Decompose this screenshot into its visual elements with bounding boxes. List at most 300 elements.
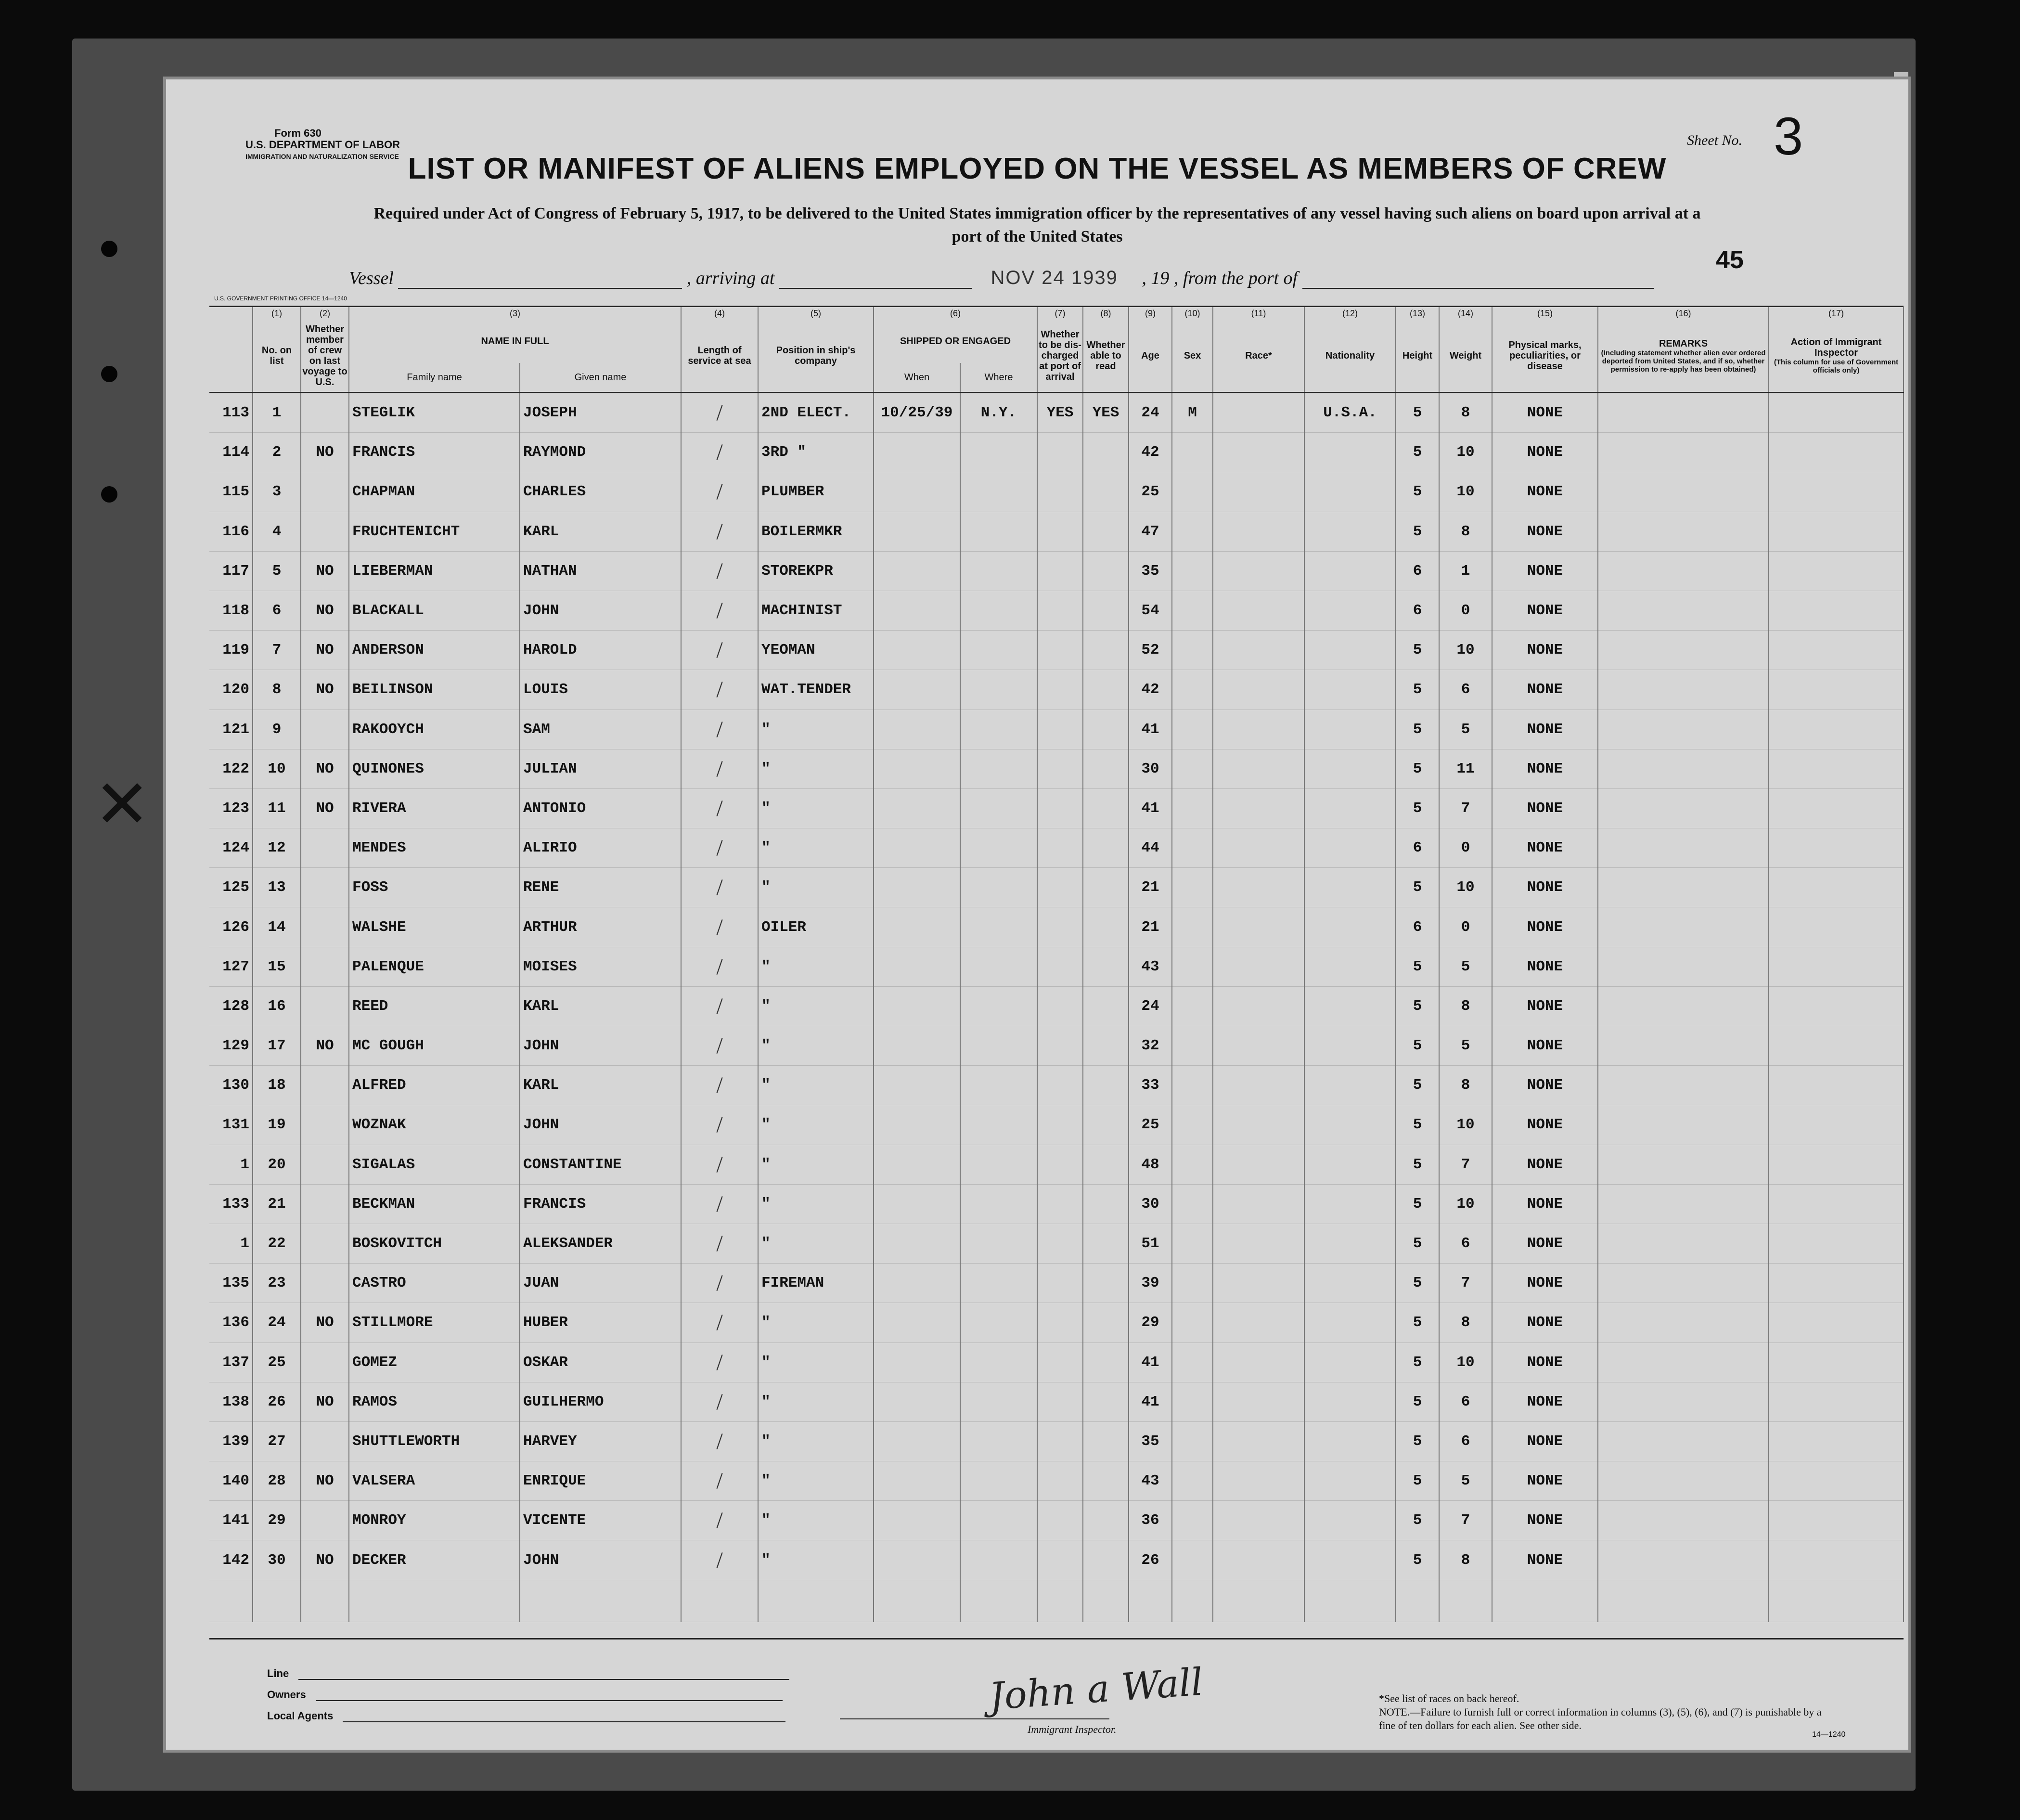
given-name-cell: ARTHUR (520, 907, 681, 947)
remarks-cell (1598, 1105, 1769, 1145)
length-of-service-cell: / (681, 670, 758, 710)
length-of-service-cell: / (681, 1303, 758, 1342)
inspector-action-cell (1769, 433, 1904, 472)
length-of-service-cell: / (681, 512, 758, 551)
physical-marks-cell: NONE (1492, 710, 1598, 749)
able-to-read-cell (1083, 1066, 1129, 1105)
discharged-cell (1037, 1540, 1083, 1580)
remarks-cell (1598, 788, 1769, 828)
given-name-cell: FRANCIS (520, 1184, 681, 1224)
position-cell: " (758, 1303, 874, 1342)
line-number-cell: 131 (209, 1105, 253, 1145)
sex-cell (1172, 907, 1213, 947)
agents-label: Local Agents (267, 1710, 334, 1722)
shipped-when-cell (874, 1342, 960, 1382)
race-cell (1213, 1105, 1304, 1145)
table-row (209, 1026, 1904, 1066)
weight-cell: 6 (1439, 1224, 1492, 1263)
line-number-cell: 116 (209, 512, 253, 551)
line-number-cell: 133 (209, 1184, 253, 1224)
table-row (209, 1105, 1904, 1145)
height-cell: 5 (1396, 1382, 1439, 1421)
race-cell (1213, 868, 1304, 907)
position-cell: " (758, 1066, 874, 1105)
nationality-cell (1304, 1145, 1396, 1184)
position-cell: " (758, 828, 874, 868)
race-cell (1213, 1540, 1304, 1580)
discharged-header: Whether to be dis-charged at port of arrival (1037, 320, 1083, 393)
physical-marks-cell: NONE (1492, 1342, 1598, 1382)
discharged-cell (1037, 670, 1083, 710)
age-cell: 39 (1129, 1264, 1172, 1303)
able-to-read-cell (1083, 907, 1129, 947)
discharged-cell (1037, 1382, 1083, 1421)
prior-voyage-cell (301, 1421, 349, 1461)
sex-cell (1172, 512, 1213, 551)
weight-cell: 0 (1439, 907, 1492, 947)
height-cell: 6 (1396, 828, 1439, 868)
height-cell: 6 (1396, 591, 1439, 630)
sex-cell (1172, 1184, 1213, 1224)
race-cell (1213, 631, 1304, 670)
sex-cell (1172, 1540, 1213, 1580)
remarks-cell (1598, 1184, 1769, 1224)
age-cell: 30 (1129, 1184, 1172, 1224)
height-cell: 5 (1396, 1264, 1439, 1303)
prior-voyage-cell (301, 1145, 349, 1184)
nationality-cell (1304, 1382, 1396, 1421)
sex-cell (1172, 631, 1213, 670)
owners-rule (316, 1700, 783, 1701)
given-name-cell: HAROLD (520, 631, 681, 670)
family-name-cell: RAKOOYCH (349, 710, 520, 749)
remarks-cell (1598, 433, 1769, 472)
nationality-cell (1304, 433, 1396, 472)
owners-label: Owners (267, 1689, 306, 1701)
table-row (209, 631, 1904, 670)
shipped-when-cell (874, 631, 960, 670)
list-number-cell: 4 (253, 512, 301, 551)
length-of-service-cell: / (681, 631, 758, 670)
table-row (209, 1066, 1904, 1105)
shipped-when-cell (874, 907, 960, 947)
physical-marks-cell: NONE (1492, 1184, 1598, 1224)
physical-marks-cell: NONE (1492, 868, 1598, 907)
discharged-cell (1037, 1421, 1083, 1461)
height-cell: 5 (1396, 710, 1439, 749)
weight-cell: 7 (1439, 1264, 1492, 1303)
blank-cell (301, 1580, 349, 1622)
col-num: (2) (301, 307, 349, 320)
age-cell: 43 (1129, 947, 1172, 986)
list-number-cell: 26 (253, 1382, 301, 1421)
family-name-cell: STILLMORE (349, 1303, 520, 1342)
race-cell (1213, 433, 1304, 472)
discharged-cell (1037, 551, 1083, 591)
remarks-cell (1598, 1264, 1769, 1303)
physical-marks-cell: NONE (1492, 1501, 1598, 1540)
discharged-cell (1037, 1145, 1083, 1184)
shipped-where-cell (960, 710, 1037, 749)
line-rule (298, 1679, 789, 1680)
list-number-cell: 11 (253, 788, 301, 828)
age-cell: 41 (1129, 1382, 1172, 1421)
nationality-cell (1304, 1501, 1396, 1540)
inspector-action-cell (1769, 1421, 1904, 1461)
weight-cell: 0 (1439, 828, 1492, 868)
list-number-cell: 6 (253, 591, 301, 630)
family-name-cell: BLACKALL (349, 591, 520, 630)
inspector-action-cell (1769, 947, 1904, 986)
given-name-cell: RAYMOND (520, 433, 681, 472)
family-name-cell: DECKER (349, 1540, 520, 1580)
age-cell: 30 (1129, 749, 1172, 788)
family-name-cell: BEILINSON (349, 670, 520, 710)
inspector-action-cell (1769, 1224, 1904, 1263)
when-header: When (874, 363, 960, 393)
weight-cell: 5 (1439, 1461, 1492, 1501)
sex-cell (1172, 788, 1213, 828)
shipped-where-cell (960, 512, 1037, 551)
shipped-where-cell (960, 1224, 1037, 1263)
family-name-cell: CASTRO (349, 1264, 520, 1303)
shipped-where-cell (960, 1382, 1037, 1421)
given-name-cell: ENRIQUE (520, 1461, 681, 1501)
list-number-cell: 25 (253, 1342, 301, 1382)
length-of-service-cell: / (681, 1540, 758, 1580)
family-name-cell: PALENQUE (349, 947, 520, 986)
age-cell: 43 (1129, 1461, 1172, 1501)
given-name-cell: OSKAR (520, 1342, 681, 1382)
line-number-cell: 1 (209, 1224, 253, 1263)
nationality-cell (1304, 828, 1396, 868)
discharged-cell (1037, 1224, 1083, 1263)
height-cell: 5 (1396, 1342, 1439, 1382)
shipped-when-cell (874, 1382, 960, 1421)
able-to-read-cell (1083, 1184, 1129, 1224)
line-number-cell: 1 (209, 1145, 253, 1184)
position-cell: " (758, 710, 874, 749)
height-cell: 5 (1396, 1224, 1439, 1263)
vessel-field (398, 283, 682, 289)
family-name-cell: ANDERSON (349, 631, 520, 670)
race-cell (1213, 1026, 1304, 1066)
shipped-where-cell (960, 591, 1037, 630)
nationality-cell (1304, 472, 1396, 512)
col-num: (9) (1129, 307, 1172, 320)
department: U.S. DEPARTMENT OF LABOR (245, 139, 400, 151)
shipped-when-cell (874, 1026, 960, 1066)
sex-cell (1172, 1026, 1213, 1066)
nationality-cell (1304, 1540, 1396, 1580)
line-header (209, 320, 253, 393)
physical-marks-cell: NONE (1492, 1264, 1598, 1303)
position-cell: OILER (758, 907, 874, 947)
inspector-action-cell (1769, 788, 1904, 828)
prior-voyage-cell: NO (301, 433, 349, 472)
inspector-action-cell (1769, 1501, 1904, 1540)
col-num: (8) (1083, 307, 1129, 320)
column-header-row (209, 320, 1904, 363)
nationality-cell (1304, 868, 1396, 907)
age-cell: 25 (1129, 472, 1172, 512)
length-of-service-cell: / (681, 1382, 758, 1421)
physical-marks-cell: NONE (1492, 1303, 1598, 1342)
sex-cell (1172, 986, 1213, 1026)
position-cell: 2ND ELECT. (758, 393, 874, 433)
weight-cell: 10 (1439, 433, 1492, 472)
length-of-service-cell: / (681, 1026, 758, 1066)
age-cell: 35 (1129, 551, 1172, 591)
crew-manifest-table (209, 307, 1904, 1622)
position-cell: BOILERMKR (758, 512, 874, 551)
remarks-cell (1598, 1342, 1769, 1382)
line-number-cell: 140 (209, 1461, 253, 1501)
line-number-cell: 139 (209, 1421, 253, 1461)
race-header: Race* (1213, 320, 1304, 393)
remarks-cell (1598, 631, 1769, 670)
shipped-when-cell (874, 1264, 960, 1303)
able-to-read-cell (1083, 1105, 1129, 1145)
discharged-cell (1037, 788, 1083, 828)
name-in-full-header: NAME IN FULL (349, 320, 681, 363)
table-row (209, 1421, 1904, 1461)
from-label: , from the port of (1173, 268, 1298, 288)
inspector-action-cell (1769, 868, 1904, 907)
remarks-cell (1598, 1382, 1769, 1421)
table-row (209, 512, 1904, 551)
shipped-engaged-header: SHIPPED OR ENGAGED (874, 320, 1037, 363)
age-cell: 24 (1129, 393, 1172, 433)
given-name-cell: NATHAN (520, 551, 681, 591)
nationality-cell (1304, 1264, 1396, 1303)
form-number: Form 630 (274, 127, 322, 139)
position-cell: 3RD " (758, 433, 874, 472)
height-cell: 5 (1396, 1105, 1439, 1145)
family-name-cell: SIGALAS (349, 1145, 520, 1184)
age-cell: 41 (1129, 788, 1172, 828)
age-cell: 51 (1129, 1224, 1172, 1263)
remarks-cell (1598, 1461, 1769, 1501)
shipped-where-cell (960, 1303, 1037, 1342)
able-to-read-cell (1083, 551, 1129, 591)
given-name-cell: JOHN (520, 591, 681, 630)
able-to-read-header: Whether able to read (1083, 320, 1129, 393)
col-num: (12) (1304, 307, 1396, 320)
length-of-service-cell: / (681, 1145, 758, 1184)
shipped-where-cell (960, 1066, 1037, 1105)
prior-voyage-cell (301, 868, 349, 907)
nationality-cell (1304, 512, 1396, 551)
race-cell (1213, 907, 1304, 947)
list-number-cell: 21 (253, 1184, 301, 1224)
inspector-action-cell (1769, 1066, 1904, 1105)
shipped-when-cell (874, 512, 960, 551)
length-of-service-cell: / (681, 591, 758, 630)
race-cell (1213, 512, 1304, 551)
age-cell: 42 (1129, 670, 1172, 710)
remarks-cell (1598, 907, 1769, 947)
family-name-cell: RIVERA (349, 788, 520, 828)
physical-marks-cell: NONE (1492, 512, 1598, 551)
list-number-cell: 18 (253, 1066, 301, 1105)
list-number-cell: 9 (253, 710, 301, 749)
line-number-cell: 114 (209, 433, 253, 472)
position-cell: " (758, 1421, 874, 1461)
discharged-cell (1037, 1105, 1083, 1145)
able-to-read-cell: YES (1083, 393, 1129, 433)
given-name-cell: KARL (520, 1066, 681, 1105)
family-name-cell: BECKMAN (349, 1184, 520, 1224)
blank-cell (1172, 1580, 1213, 1622)
race-cell (1213, 591, 1304, 630)
inspector-action-cell (1769, 472, 1904, 512)
remarks-title: REMARKS (1659, 338, 1708, 349)
col-num: (13) (1396, 307, 1439, 320)
prior-voyage-cell: NO (301, 1026, 349, 1066)
physical-marks-cell: NONE (1492, 788, 1598, 828)
race-cell (1213, 986, 1304, 1026)
sex-cell (1172, 591, 1213, 630)
shipped-when-cell (874, 472, 960, 512)
age-cell: 47 (1129, 512, 1172, 551)
height-cell: 5 (1396, 788, 1439, 828)
physical-marks-cell: NONE (1492, 472, 1598, 512)
weight-cell: 7 (1439, 1145, 1492, 1184)
able-to-read-cell (1083, 1026, 1129, 1066)
weight-cell: 5 (1439, 1026, 1492, 1066)
position-cell: " (758, 1224, 874, 1263)
line-number-cell: 141 (209, 1501, 253, 1540)
table-row (209, 1184, 1904, 1224)
able-to-read-cell (1083, 670, 1129, 710)
sex-cell (1172, 472, 1213, 512)
age-cell: 52 (1129, 631, 1172, 670)
age-cell: 24 (1129, 986, 1172, 1026)
line-number-cell: 121 (209, 710, 253, 749)
line-number-cell: 117 (209, 551, 253, 591)
race-cell (1213, 670, 1304, 710)
discharged-cell (1037, 1066, 1083, 1105)
discharged-cell (1037, 1184, 1083, 1224)
family-name-cell: FRANCIS (349, 433, 520, 472)
list-number-cell: 29 (253, 1501, 301, 1540)
position-cell: " (758, 947, 874, 986)
family-name-cell: WOZNAK (349, 1105, 520, 1145)
race-cell (1213, 1145, 1304, 1184)
able-to-read-cell (1083, 512, 1129, 551)
physical-marks-cell: NONE (1492, 433, 1598, 472)
sex-cell (1172, 1461, 1213, 1501)
shipped-where-cell (960, 631, 1037, 670)
shipped-where-cell (960, 907, 1037, 947)
blank-cell (209, 1580, 253, 1622)
weight-cell: 10 (1439, 1184, 1492, 1224)
sex-cell (1172, 1145, 1213, 1184)
table-row (209, 947, 1904, 986)
shipped-when-cell (874, 1105, 960, 1145)
sheet-label: Sheet No. (1687, 132, 1742, 148)
age-cell: 26 (1129, 1540, 1172, 1580)
table-row (209, 749, 1904, 788)
sex-cell (1172, 1105, 1213, 1145)
physical-marks-cell: NONE (1492, 551, 1598, 591)
age-cell: 44 (1129, 828, 1172, 868)
inspector-action-cell (1769, 710, 1904, 749)
weight-cell: 10 (1439, 1105, 1492, 1145)
race-cell (1213, 788, 1304, 828)
length-of-service-cell: / (681, 828, 758, 868)
action-title: Action of Immigrant Inspector (1790, 337, 1882, 358)
family-name-cell: SHUTTLEWORTH (349, 1421, 520, 1461)
inspector-action-cell (1769, 631, 1904, 670)
height-cell: 5 (1396, 1026, 1439, 1066)
year-label: , 19 (1142, 268, 1170, 288)
family-name-cell: QUINONES (349, 749, 520, 788)
nationality-cell (1304, 947, 1396, 986)
weight-cell: 7 (1439, 788, 1492, 828)
prior-voyage-header: Whether member of crew on last voyage to U.S. (301, 320, 349, 393)
prior-voyage-cell: NO (301, 788, 349, 828)
physical-marks-cell: NONE (1492, 1382, 1598, 1421)
shipped-when-cell (874, 710, 960, 749)
inspector-action-cell (1769, 1184, 1904, 1224)
physical-marks-header: Physical marks, peculiarities, or disease (1492, 320, 1598, 393)
position-cell: " (758, 1540, 874, 1580)
prior-voyage-cell: NO (301, 1540, 349, 1580)
line-number-cell: 118 (209, 591, 253, 630)
shipped-when-cell: 10/25/39 (874, 393, 960, 433)
age-cell: 54 (1129, 591, 1172, 630)
discharged-cell (1037, 749, 1083, 788)
inspector-action-cell (1769, 1264, 1904, 1303)
height-cell: 5 (1396, 1501, 1439, 1540)
weight-cell: 8 (1439, 512, 1492, 551)
shipped-when-cell (874, 868, 960, 907)
shipped-where-cell (960, 986, 1037, 1026)
family-name-cell: MENDES (349, 828, 520, 868)
no-on-list-header: No. on list (253, 320, 301, 393)
table-row (209, 868, 1904, 907)
line-number-cell: 130 (209, 1066, 253, 1105)
prior-voyage-cell: NO (301, 551, 349, 591)
family-name-cell: FRUCHTENICHT (349, 512, 520, 551)
race-cell (1213, 1461, 1304, 1501)
shipped-when-cell (874, 1224, 960, 1263)
prior-voyage-cell (301, 986, 349, 1026)
sex-cell (1172, 433, 1213, 472)
col-num: (10) (1172, 307, 1213, 320)
list-number-cell: 20 (253, 1145, 301, 1184)
physical-marks-cell: NONE (1492, 907, 1598, 947)
col-num: (11) (1213, 307, 1304, 320)
sex-cell (1172, 749, 1213, 788)
height-cell: 5 (1396, 1461, 1439, 1501)
race-cell (1213, 1303, 1304, 1342)
nationality-cell (1304, 1461, 1396, 1501)
remarks-cell (1598, 828, 1769, 868)
table-row (209, 788, 1904, 828)
nationality-cell (1304, 1342, 1396, 1382)
nationality-cell (1304, 710, 1396, 749)
age-cell: 21 (1129, 907, 1172, 947)
inspector-action-cell (1769, 1461, 1904, 1501)
given-name-cell: HUBER (520, 1303, 681, 1342)
weight-cell: 8 (1439, 986, 1492, 1026)
table-row (209, 393, 1904, 433)
where-header: Where (960, 363, 1037, 393)
nationality-cell (1304, 551, 1396, 591)
